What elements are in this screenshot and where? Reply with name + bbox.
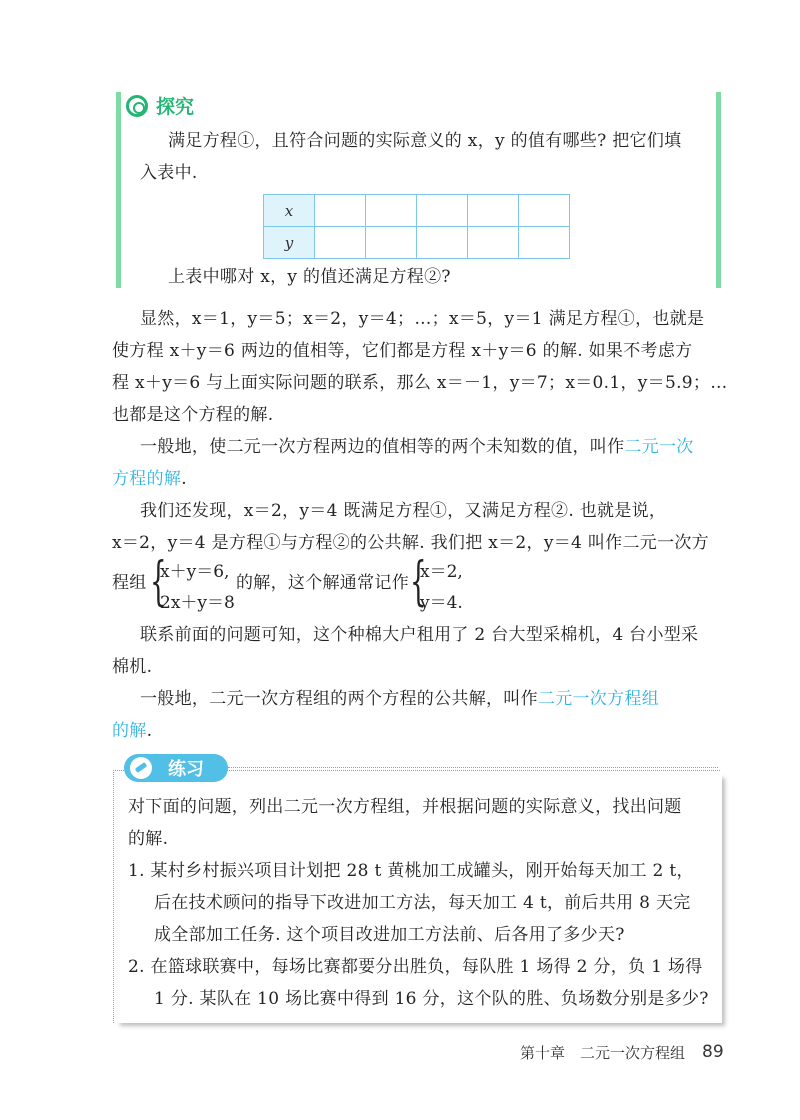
practice-intro-line2: 的解. [128,829,169,849]
table-cell [315,227,366,259]
explore-right-bar [716,92,721,288]
para4-line1: 联系前面的问题可知，这个种棉大户租用了 2 台大型采棉机，4 台小型采 [140,625,699,645]
explore-left-bar [116,92,121,288]
para1-line1: 显然，x＝1，y＝5；x＝2，y＝4；…；x＝5，y＝1 满足方程①，也就是 [140,309,705,329]
question2-line2: 1 分. 某队在 10 场比赛中得到 16 分，这个队的胜、负场数分别是多少? [154,989,709,1009]
footer-chapter: 第十章 二元一次方程组 [520,1044,686,1062]
left-brace: { [410,552,427,612]
table-header-y: y [264,227,315,259]
explore-table [263,194,570,259]
para1-line3: 程 x＋y＝6 与上面实际问题的联系，那么 x＝－1，y＝7；x＝0.1，y＝5.9；… [112,373,728,393]
table-cell [366,195,417,227]
para2-text: 一般地，使二元一次方程两边的值相等的两个未知数的值，叫作 [140,437,625,457]
system1-eq1: x＋y＝6, [160,562,230,582]
question2-line1: 2. 在篮球联赛中，每场比赛都要分出胜负，每队胜 1 场得 2 分，负 1 场得 [128,957,703,977]
term-highlight: 的解 [112,721,147,741]
system1-eq2: 2x＋y＝8 [160,593,235,613]
question1-line2: 后在技术顾问的指导下改进加工方法，每天加工 4 t，前后共用 8 天完 [154,893,691,913]
table-row [264,227,570,259]
practice-dotted-rule [228,767,718,768]
system2-eq1: x＝2, [420,562,463,582]
table-cell [519,195,570,227]
page-number: 89 [702,1042,724,1062]
explore-line-2: 入表中. [140,163,198,183]
explore-icon [126,95,148,117]
para3-line2: x＝2，y＝4 是方程①与方程②的公共解. 我们把 x＝2，y＝4 叫作二元一次方 [112,533,709,553]
table-cell [468,227,519,259]
para5-line2 [112,720,152,742]
table-cell [417,195,468,227]
table-cell [468,195,519,227]
para1-line4: 也都是这个方程的解. [112,405,274,425]
para5-end: . [146,721,153,741]
term-highlight: 二元一次 [624,437,694,457]
table-cell [519,227,570,259]
table-cell [417,227,468,259]
pencil-icon [130,757,152,779]
para3-prefix: 程组 [112,573,147,593]
question1-line3: 成全部加工任务. 这个项目改进加工方法前、后各用了多少天? [154,925,625,945]
para3-line1: 我们还发现，x＝2，y＝4 既满足方程①，又满足方程②. 也就是说， [140,501,667,521]
left-brace: { [150,552,167,612]
term-highlight: 二元一次方程组 [537,689,660,709]
para4-line2: 棉机. [112,657,153,677]
practice-title: 练习 [168,759,204,780]
table-header-x: x [264,195,315,227]
explore-title: 探究 [156,96,195,118]
question1-line1: 1. 某村乡村振兴项目计划把 28 t 黄桃加工成罐头，刚开始每天加工 2 t， [128,861,694,881]
explore-line-1: 满足方程①，且符合问题的实际意义的 x，y 的值有哪些? 把它们填 [168,131,682,151]
para5-text: 一般地，二元一次方程组的两个方程的公共解，叫作 [140,689,538,709]
explore-line-3: 上表中哪对 x，y 的值还满足方程②? [168,267,451,287]
table-cell [366,227,417,259]
practice-intro-line1: 对下面的问题，列出二元一次方程组，并根据问题的实际意义，找出问题 [128,797,682,817]
para3-middle: 的解，这个解通常记作 [236,573,409,593]
table-cell [315,195,366,227]
term-highlight: 方程的解 [112,469,182,489]
para1-line2: 使方程 x＋y＝6 两边的值相等，它们都是方程 x＋y＝6 的解. 如果不考虑方 [112,341,693,361]
system2-eq2: y＝4. [420,593,463,613]
table-row [264,195,570,227]
para5-line1 [140,688,659,710]
para2-line2 [112,468,187,490]
para2-line1 [140,436,694,458]
para2-end: . [181,469,187,489]
